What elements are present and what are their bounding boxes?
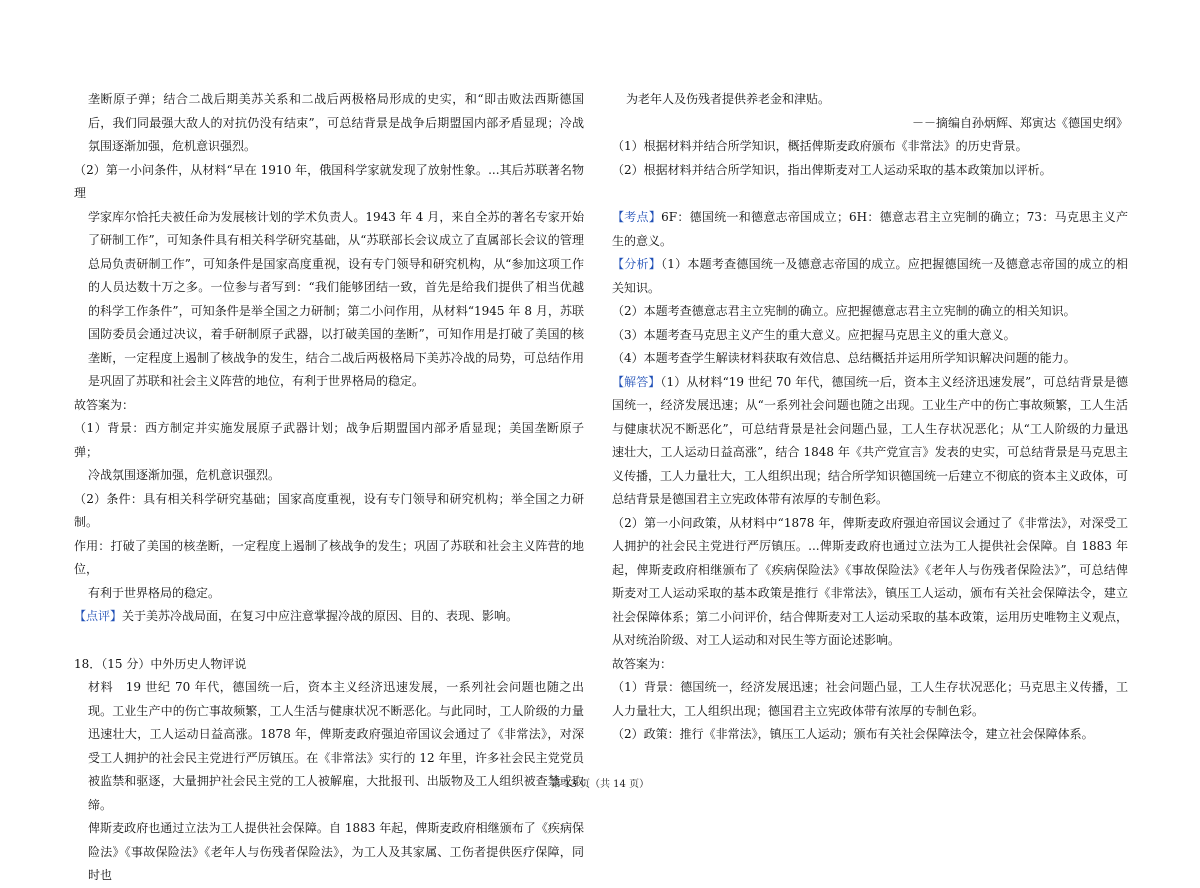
left-column: [74, 88, 584, 888]
text: （1）背景：西方制定并实施发展原子武器计划；战争后期盟国内部矛盾显现；美国垄断原子弹；: [74, 421, 584, 459]
answer-label: 故答案为：: [612, 656, 673, 671]
answer-2: （2）条件：具有相关科学研究基础；国家高度重视，设有专门领导和研究机构；举全国之力研制。: [74, 491, 584, 529]
paragraph-q17-p2: [74, 159, 584, 394]
material-paragraph-2-cont: 为老年人及伤残者提供养老金和津贴。: [626, 92, 831, 106]
text: （1）从材料“19 世纪 70 年代，德国统一后，资本主义经济迅速发展”，可总结背景是德国统一，经济发展迅速；从“一系列社会问题也随之出现。工业生产中的伤亡事故频繁，工人生活与健康状况不断恶化”，可总结背景是社会问题凸显，工人生存状况恶化；从“工人阶级的力量迅速壮大，工人运动日益高涨”，结合 1848 年《共产党宣言》发表的史实，可总结背景是马克思主义传播，工人力量壮大，工人组织出现；结合所学知识德国统一后建立不彻底的资本主义政体，可总结背景是德国君主立宪政体带有浓厚的专制色彩。: [612, 374, 1129, 506]
analysis-3: （3）本题考查马克思主义产生的重大意义。应把握马克思主义的重大意义。: [612, 327, 1016, 342]
comment-text: 关于美苏冷战局面，在复习中应注意掌握冷战的原因、目的、表现、影响。: [122, 609, 519, 623]
page-footer: 第 13 页（共 14 页）: [550, 779, 650, 790]
text: 6F：德国统一和德意志帝国成立；6H：德意志君主立宪制的确立；73：马克思主义产生的意义。: [612, 210, 1128, 248]
question-18-title: 18．（15 分）中外历史人物评说: [74, 656, 247, 671]
analysis-2: （2）本题考查德意志君主立宪制的确立。应把握德意志君主立宪制的确立的相关知识。: [612, 304, 1076, 318]
text: （2）第一小问条件，从材料“早在 1910 年，俄国科学家就发现了放射性象。...其后苏联著名物理: [74, 162, 584, 200]
kaodian-tag: 【考点】: [612, 210, 662, 224]
jieda-tag: 【解答】: [612, 374, 661, 389]
question-18-1: （1）根据材料并结合所学知识，概括俾斯麦政府颁布《非常法》的历史背景。: [612, 139, 1028, 153]
answer-label: 故答案为：: [74, 397, 135, 412]
answer-3: [74, 535, 584, 606]
fenxi-tag: 【分析】: [612, 257, 661, 271]
material-paragraph-2: 俾斯麦政府也通过立法为工人提供社会保障。自 1883 年起，俾斯麦政府相继颁布了《疾病保险法》《事故保险法》《老年人与伤残者保险法》，为工人及其家属、工伤者提供医疗保障，同时也: [88, 821, 584, 882]
analysis-1: [612, 253, 1128, 300]
analysis-4: （4）本题考查学生解读材料获取有效信息、总结概括并运用所学知识解决问题的能力。: [612, 351, 1076, 365]
solution-2: （2）第一小问政策，从材料中“1878 年，俾斯麦政府强迫帝国议会通过了《非常法》，对深受工人拥护的社会民主党进行严厉镇压。...俾斯麦政府也通过立法为工人提供社会保障。自 1883 年起，俾斯麦政府相继颁布了《疾病保险法》《事故保险法》《老年人与伤残者保险法》”，可总结俾斯麦对工人运动采取的基本政策是推行《非常法》，镇压工人运动，颁布有关社会保障法令，建立社会保障体系；第二小问评价，结合俾斯麦对工人运动采取的基本政策，运用历史唯物主义观点，从对统治阶级、对工人运动和对民生等方面论述影响。: [612, 515, 1129, 647]
question-18-2: （2）根据材料并结合所学知识，指出俾斯麦对工人运动采取的基本政策加以评析。: [612, 162, 1052, 177]
text: 有利于世界格局的稳定。: [88, 585, 221, 600]
material-paragraph-1: 材料 19 世纪 70 年代，德国统一后，资本主义经济迅速发展，一系列社会问题也随之出现。工业生产中的伤亡事故频繁，工人生活与健康状况不断恶化。与此同时，工人阶级的力量迅速壮大，工人运动日益高涨。1878 年，俾斯麦政府强迫帝国议会通过了《非常法》，对深受工人拥护的社会民主党进行严厉镇压。在《非常法》实行的 12 年里，许多社会民主党党员被监禁和驱逐，大量拥护社会民主党的工人被解雇，大批报刊、出版物及工人组织被查禁或取缔。: [88, 680, 584, 812]
right-column: [612, 88, 1128, 747]
answer-1: [74, 417, 584, 488]
answer-1: （1）背景：德国统一，经济发展迅速；社会问题凸显，工人生存状况恶化；马克思主义传播，工人力量壮大，工人组织出现；德国君主立宪政体带有浓厚的专制色彩。: [612, 680, 1128, 718]
text: 学家库尔恰托夫被任命为发展核计划的学术负责人。1943 年 4 月，来自全苏的著名专家开始了研制工作”，可知条件具有相关科学研究基础，从“苏联部长会议成立了直属部长会议的管理总局负责研制工作”，可知条件是国家高度重视，设有专门领导和研究机构，从“参加这项工作的人员达数十万之多。一位参与者写到：“我们能够团结一致，首先是给我们提供了相当优越的科学工作条件”，可知条件是举全国之力研制；第二小问作用，从材料“1945 年 8 月，苏联国防委员会通过决议，着手研制原子武器，以打破美国的垄断”，可知作用是打破了美国的核垄断，一定程度上遏制了核战争的发生，结合二战后两极格局下美苏冷战的局势，可总结作用是巩固了苏联和社会主义阵营的地位，有利于世界格局的稳定。: [88, 209, 584, 388]
paragraph-q17-background-cont: 垄断原子弹；结合二战后期美苏关系和二战后两极格局形成的史实，和“即击败法西斯德国后，我们同最强大敌人的对抗仍没有结束”，可总结背景是战争后期盟国内部矛盾显现；冷战氛围逐渐加强，危机意识强烈。: [88, 92, 584, 153]
comment-tag: 【点评】: [74, 609, 123, 623]
comment: [74, 605, 584, 629]
text: 作用：打破了美国的核垄断，一定程度上遏制了核战争的发生；巩固了苏联和社会主义阵营的地位，: [74, 538, 584, 576]
answer-2: （2）政策：推行《非常法》，镇压工人运动；颁布有关社会保障法令，建立社会保障体系。: [612, 727, 1094, 741]
knowledge-points: [612, 206, 1128, 253]
solution-1: [612, 371, 1128, 512]
text: （1）本题考查德国统一及德意志帝国的成立。应把握德国统一及德意志帝国的成立的相关知识。: [612, 257, 1128, 295]
text: 冷战氛围逐渐加强，危机意识强烈。: [88, 468, 281, 482]
material-source: －－摘编自孙炳辉、郑寅达《德国史纲》: [911, 115, 1128, 130]
